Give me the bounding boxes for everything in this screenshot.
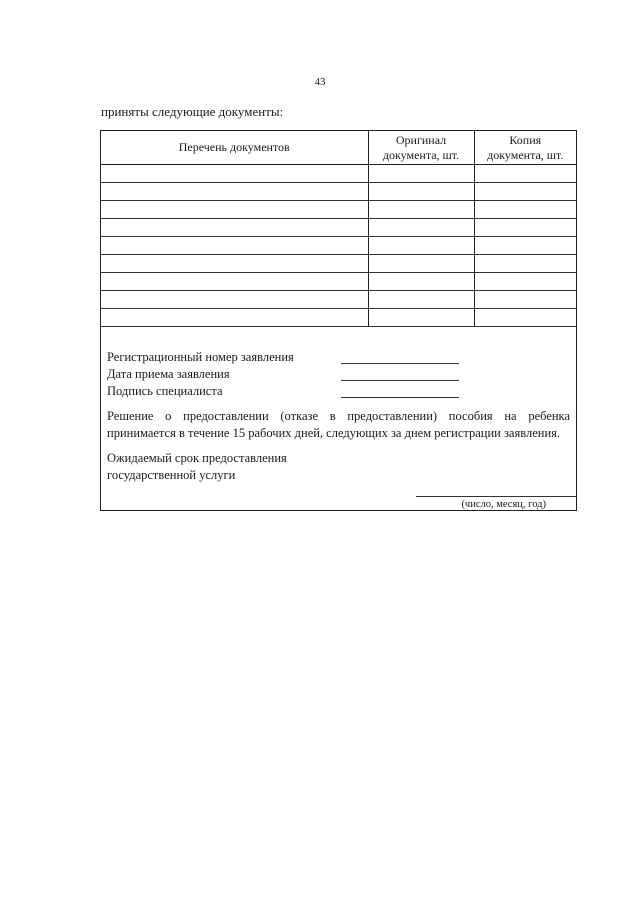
registration-number-row [107, 349, 570, 366]
document-name-cell[interactable] [101, 183, 368, 201]
document-name-cell[interactable] [101, 201, 368, 219]
application-date-field[interactable] [341, 380, 459, 381]
document-name-cell[interactable] [101, 273, 368, 291]
table-row [101, 183, 576, 201]
document-name-cell[interactable] [101, 237, 368, 255]
copy-count-cell[interactable] [474, 219, 576, 237]
table-row [101, 273, 576, 291]
documents-table-header [101, 131, 576, 165]
expected-term-line1: Ожидаемый срок предоставления [107, 451, 287, 465]
original-count-cell[interactable] [368, 201, 474, 219]
application-form-box [100, 130, 577, 511]
copy-count-cell[interactable] [474, 183, 576, 201]
registration-section [107, 349, 570, 484]
registration-number-label: Регистрационный номер заявления [107, 350, 294, 364]
table-row [101, 165, 576, 183]
specialist-signature-field[interactable] [341, 397, 459, 398]
header-copy-count: Копия документа, шт. [474, 131, 576, 165]
header-document-list: Перечень документов [101, 131, 368, 165]
document-name-cell[interactable] [101, 309, 368, 327]
copy-count-cell[interactable] [474, 309, 576, 327]
table-row [101, 255, 576, 273]
original-count-cell[interactable] [368, 165, 474, 183]
page-number: 43 [314, 76, 326, 88]
registration-number-field[interactable] [341, 363, 459, 364]
decision-text: Решение о предоставлении (отказе в предоставлении) пособия на ребенка принимается в течение 15 рабочих дней, следующих за днем регистрации заявления. [107, 409, 570, 440]
document-name-cell[interactable] [101, 255, 368, 273]
original-count-cell[interactable] [368, 183, 474, 201]
intro-text: приняты следующие документы: [101, 104, 284, 119]
original-count-cell[interactable] [368, 273, 474, 291]
documents-table [101, 131, 576, 327]
original-count-cell[interactable] [368, 219, 474, 237]
expected-term [107, 450, 570, 484]
copy-count-cell[interactable] [474, 237, 576, 255]
table-row [101, 291, 576, 309]
copy-count-cell[interactable] [474, 255, 576, 273]
original-count-cell[interactable] [368, 309, 474, 327]
table-row [101, 201, 576, 219]
document-name-cell[interactable] [101, 165, 368, 183]
application-date-label: Дата приема заявления [107, 367, 230, 381]
expected-term-line2: государственной услуги [107, 468, 236, 482]
header-original-count: Оригинал документа, шт. [368, 131, 474, 165]
document-name-cell[interactable] [101, 219, 368, 237]
original-count-cell[interactable] [368, 291, 474, 309]
expected-date-field[interactable] [416, 496, 576, 497]
specialist-signature-label: Подпись специалиста [107, 384, 223, 398]
table-row [101, 237, 576, 255]
original-count-cell[interactable] [368, 237, 474, 255]
document-name-cell[interactable] [101, 291, 368, 309]
copy-count-cell[interactable] [474, 165, 576, 183]
copy-count-cell[interactable] [474, 201, 576, 219]
date-hint: (число, месяц, год) [461, 499, 546, 510]
specialist-signature-row [107, 383, 570, 400]
table-row [101, 309, 576, 327]
copy-count-cell[interactable] [474, 291, 576, 309]
copy-count-cell[interactable] [474, 273, 576, 291]
table-row [101, 219, 576, 237]
application-date-row [107, 366, 570, 383]
original-count-cell[interactable] [368, 255, 474, 273]
